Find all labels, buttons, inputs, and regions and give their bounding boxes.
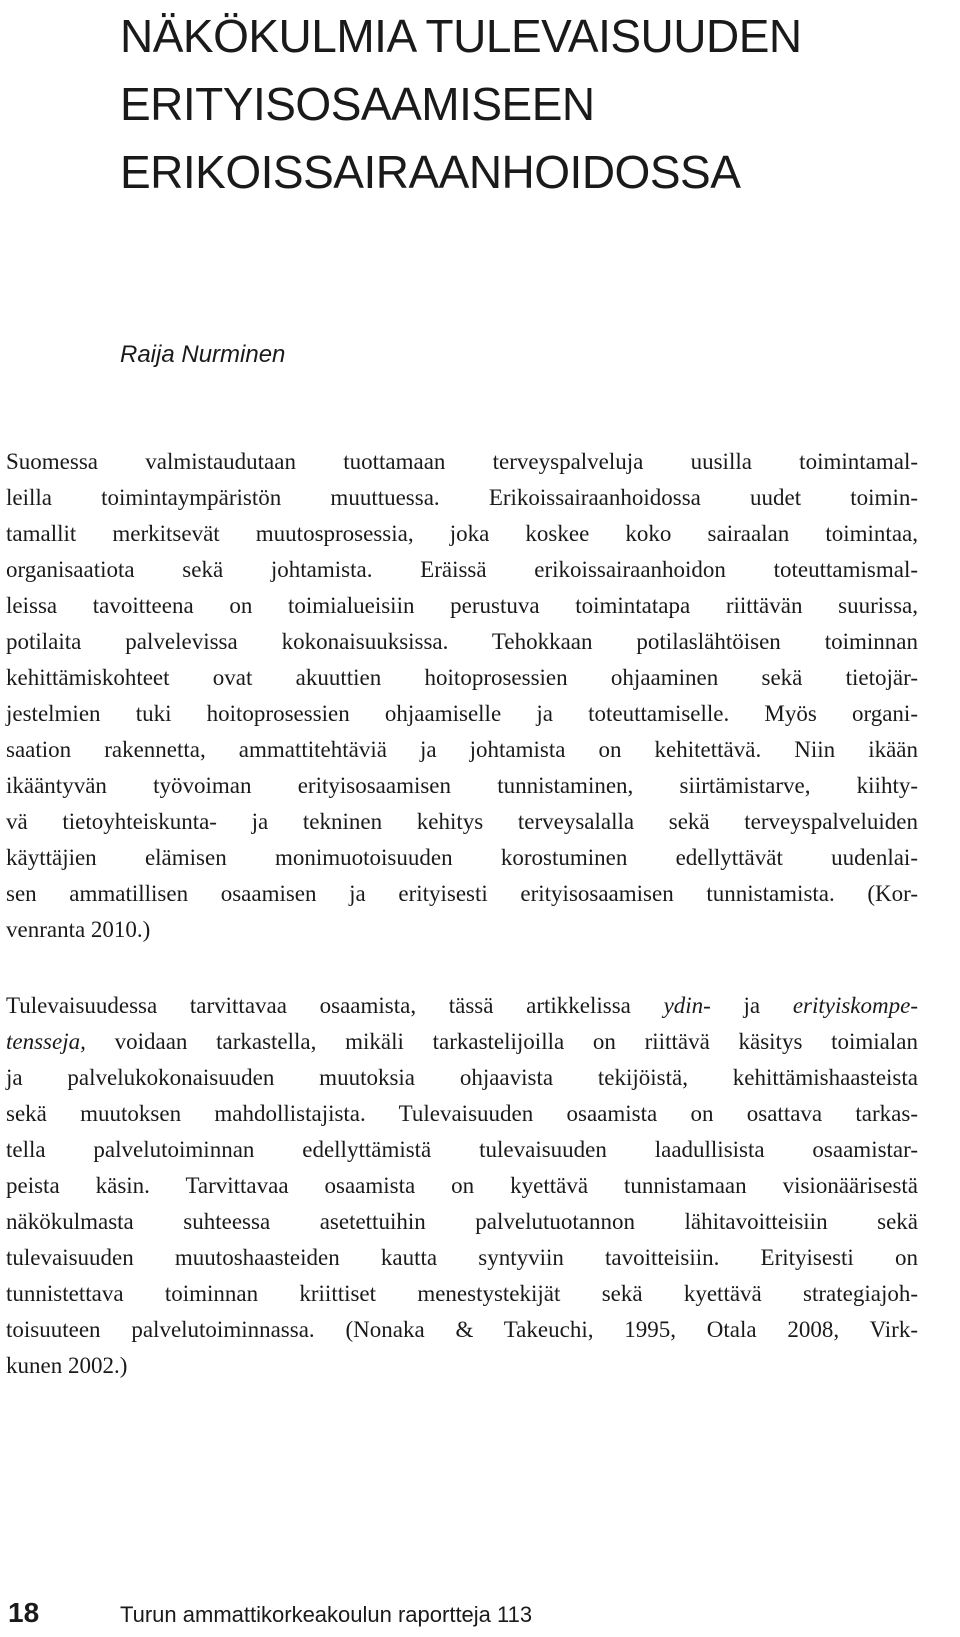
paragraph-1-line: ikääntyvän työvoiman erityisosaamisen tunnistaminen, siirtämistarve, kiihty-: [6, 773, 918, 798]
author-name: Raija Nurminen: [120, 341, 286, 368]
title-line-3: ERIKOISSAIRAANHOIDOSSA: [120, 146, 741, 198]
publication-series: Turun ammattikorkeakoulun raportteja 113: [120, 1602, 533, 1627]
paragraph-1-line: Suomessa valmistaudutaan tuottamaan terveyspalveluja uusilla toimintamal-: [6, 449, 918, 474]
paragraph-2-line: tulevaisuuden muutoshaasteiden kautta syntyviin tavoitteisiin. Erityisesti on: [6, 1245, 918, 1270]
title-line-1: NÄKÖKULMIA TULEVAISUUDEN: [120, 10, 802, 62]
paragraph-1-line: venranta 2010.): [6, 917, 151, 942]
paragraph-2-line: kunen 2002.): [6, 1353, 128, 1378]
title-line-2: ERITYISOSAAMISEEN: [120, 78, 595, 130]
paragraph-1-line: tamallit merkitsevät muutosprosessia, joka koskee koko sairaalan toimintaa,: [6, 521, 918, 546]
paragraph-1-line: leilla toimintaympäristön muuttuessa. Erikoissairaanhoidossa uudet toimin-: [6, 485, 918, 510]
text-run: Tulevaisuudessa tarvittavaa osaamista, tässä artikkelissa: [6, 993, 664, 1018]
article-title: [120, 2, 920, 206]
paragraph-2-line-2: [6, 1024, 918, 1060]
italic-term-special: erityiskompe-: [792, 993, 918, 1018]
paragraph-1: [6, 444, 918, 948]
paragraph-2: [6, 988, 918, 1384]
paragraph-1-line: potilaita palvelevissa kokonaisuuksissa. Tehokkaan potilaslähtöisen toiminnan: [6, 629, 918, 654]
paragraph-1-line: vä tietoyhteiskunta- ja tekninen kehitys terveysalalla sekä terveyspalveluiden: [6, 809, 918, 834]
text-run: voidaan tarkastella, mikäli tarkastelijoilla on riittävä käsitys toimialan: [85, 1029, 918, 1054]
paragraph-1-line: kehittämiskohteet ovat akuuttien hoitoprosessien ohjaaminen sekä tietojär-: [6, 665, 918, 690]
italic-term-core: ydin-: [663, 993, 711, 1018]
paragraph-1-line: käyttäjien elämisen monimuotoisuuden korostuminen edellyttävät uudenlai-: [6, 845, 918, 870]
text-run: ja: [710, 993, 793, 1018]
paragraph-1-line: leissa tavoitteena on toimialueisiin perustuva toimintatapa riittävän suurissa,: [6, 593, 918, 618]
paragraph-1-line: sen ammatillisen osaamisen ja erityisesti erityisosaamisen tunnistamista. (Kor-: [6, 881, 918, 906]
italic-term-continued: tensseja,: [6, 1029, 86, 1054]
paragraph-2-line: ja palvelukokonaisuuden muutoksia ohjaavista tekijöistä, kehittämishaasteista: [6, 1065, 918, 1090]
paragraph-2-line: tella palvelutoiminnan edellyttämistä tulevaisuuden laadullisista osaamistar-: [6, 1137, 918, 1162]
paragraph-1-line: organisaatiota sekä johtamista. Eräissä erikoissairaanhoidon toteuttamismal-: [6, 557, 918, 582]
paragraph-2-line: toisuuteen palvelutoiminnassa. (Nonaka & Takeuchi, 1995, Otala 2008, Virk-: [6, 1317, 918, 1342]
paragraph-2-line: sekä muutoksen mahdollistajista. Tulevaisuuden osaamista on osattava tarkas-: [6, 1101, 918, 1126]
paragraph-2-line: peista käsin. Tarvittavaa osaamista on kyettävä tunnistamaan visionäärisestä: [6, 1173, 918, 1198]
paragraph-2-line: näkökulmasta suhteessa asetettuihin palvelutuotannon lähitavoitteisiin sekä: [6, 1209, 918, 1234]
page-number: 18: [8, 1597, 40, 1628]
paragraph-2-line-1: [6, 988, 918, 1024]
paragraph-2-line: tunnistettava toiminnan kriittiset menestystekijät sekä kyettävä strategiajoh-: [6, 1281, 918, 1306]
paragraph-1-line: jestelmien tuki hoitoprosessien ohjaamiselle ja toteuttamiselle. Myös organi-: [6, 701, 918, 726]
paragraph-1-line: saation rakennetta, ammattitehtäviä ja johtamista on kehitettävä. Niin ikään: [6, 737, 918, 762]
